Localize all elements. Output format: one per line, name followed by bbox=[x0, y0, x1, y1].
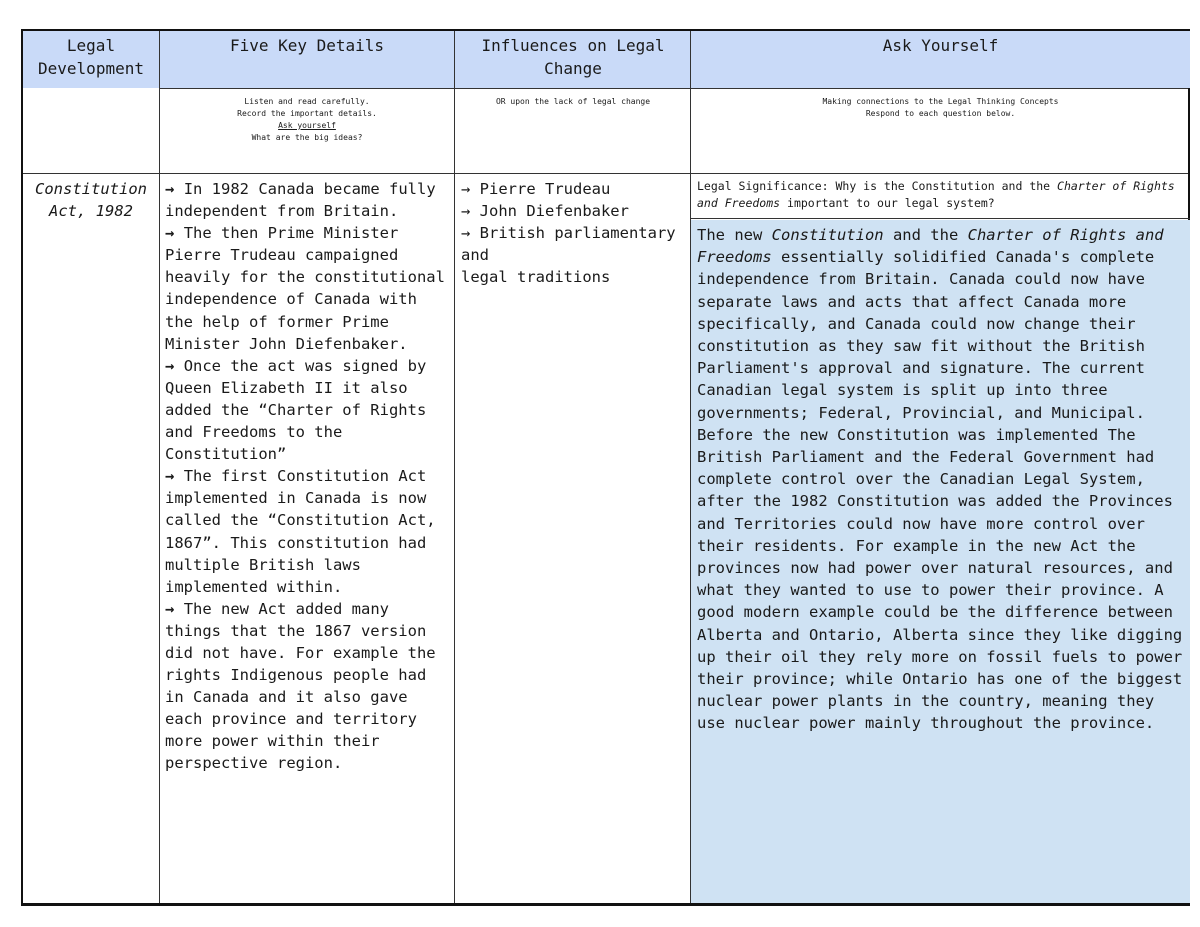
subheader-key-details-instructions bbox=[159, 88, 455, 174]
arrow-icon: → bbox=[165, 356, 175, 375]
influences-list bbox=[455, 174, 691, 292]
influence-item: → Pierre Trudeau bbox=[461, 180, 611, 198]
key-detail-item: → The new Act added many things that the 1867 version did not have. For example the rights Indigenous people had in Canada and it also gave each province and territory more power within their perspective region. bbox=[165, 599, 436, 773]
arrow-icon: → bbox=[165, 599, 175, 618]
arrow-icon: → bbox=[165, 467, 175, 486]
arrow-icon: → bbox=[165, 180, 175, 198]
key-detail-item: → The then Prime Minister Pierre Trudeau campaigned heavily for the constitutional independence of Canada with the help of former Prime Minister John Diefenbaker. bbox=[165, 224, 445, 353]
influence-item: legal traditions bbox=[461, 268, 611, 287]
column-divider bbox=[454, 31, 455, 903]
arrow-icon: → bbox=[165, 224, 175, 243]
header-legal-development: Legal Development bbox=[23, 31, 159, 88]
instruction-line: Record the important details. bbox=[237, 109, 377, 118]
subheader-influences-instructions: OR upon the lack of legal change bbox=[495, 97, 651, 106]
instruction-line: What are the big ideas? bbox=[251, 133, 363, 142]
key-detail-item: → Once the act was signed by Queen Elizabeth II it also added the “Charter of Rights and Freedoms to the Constitution” bbox=[165, 356, 427, 464]
column-divider bbox=[159, 31, 160, 903]
key-details-list bbox=[159, 174, 455, 779]
row-divider bbox=[159, 88, 1188, 89]
legal-development-table bbox=[21, 29, 1190, 906]
header-five-key-details: Five Key Details bbox=[159, 31, 455, 88]
instruction-line: Making connections to the Legal Thinking Concepts bbox=[822, 97, 1059, 106]
instruction-line: Listen and read carefully. bbox=[244, 97, 370, 106]
subheader-ask-yourself-instructions bbox=[691, 88, 1190, 174]
instruction-line-underlined: Ask yourself bbox=[278, 121, 336, 130]
influence-item: → John Diefenbaker bbox=[461, 202, 629, 221]
influence-item: → British parliamentary bbox=[461, 224, 676, 243]
row-divider bbox=[23, 173, 1188, 174]
key-detail-item: → The first Constitution Act implemented in Canada is now called the “Constitution Act, 1867”. This constitution had multiple British laws implemented within. bbox=[165, 467, 436, 596]
instruction-line: Respond to each question below. bbox=[865, 109, 1016, 118]
column-divider bbox=[690, 31, 691, 903]
development-name: Constitution Act, 1982 bbox=[35, 180, 147, 221]
key-detail-item: → In 1982 Canada became fully independent from Britain. bbox=[165, 180, 436, 221]
significance-question: Legal Significance: Why is the Constitution and the Charter of Rights and Freedoms important to our legal system? bbox=[691, 174, 1190, 219]
subheader-empty bbox=[23, 88, 159, 174]
significance-answer[interactable]: The new Constitution and the Charter of Rights and Freedoms essentially solidified Canada's complete independence from Britain. Canada could now have separate laws and acts that affect Canada more specifically, and Canada could now change their constitution as they saw fit without the British Parliament's approval and signature. The current Canadian legal system is split up into three governments; Federal, Provincial, and Municipal. Before the new Constitution was implemented The British Parliament and the Federal Government had complete control over the Canadian Legal System, after the 1982 Constitution was added the Provinces and Territories could now have more control over their residents. For example in the new Act the provinces now had power over natural resources, and what they wanted to use to power their province. A good modern example could be the difference between Alberta and Ontario, Alberta since they like digging up their oil they rely more on fossil fuels to power their province; while Ontario has one of the biggest nuclear power plants in the country, meaning they use nuclear power mainly throughout the province. bbox=[691, 220, 1190, 903]
header-influences: Influences on Legal Change bbox=[455, 31, 691, 88]
header-ask-yourself: Ask Yourself bbox=[691, 31, 1190, 88]
influence-item: and bbox=[461, 246, 489, 265]
